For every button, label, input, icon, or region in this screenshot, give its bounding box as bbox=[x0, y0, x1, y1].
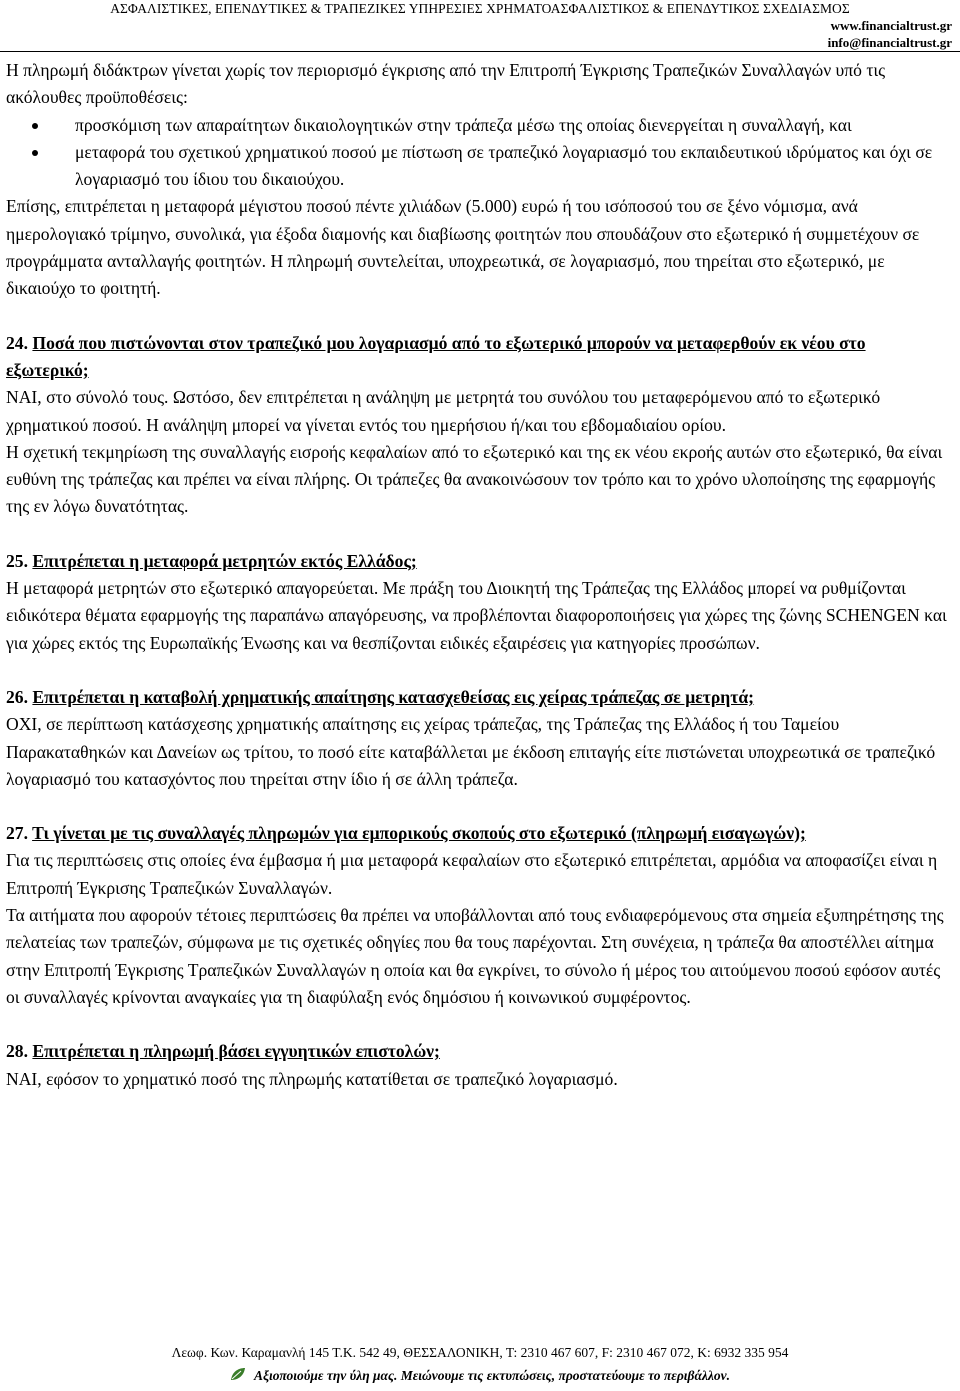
answer-paragraph: Η σχετική τεκμηρίωση της συναλλαγής εισροής κεφαλαίων από το εξωτερικό και της εκ νέου εκροής αυτών στο εξωτερικό, θα είναι ευθύνη της τράπεζας και πρέπει να είναι πλήρης. Οι τράπεζες θα ανακοινώσουν τον τρόπο και το χρόνο υλοποίησης της εφαρμογής της εν λόγω δυνατότητας. bbox=[6, 441, 943, 517]
header-divider bbox=[0, 51, 960, 52]
bullet-icon bbox=[32, 123, 38, 129]
question-heading bbox=[6, 330, 951, 385]
answer-paragraph: ΟΧΙ, σε περίπτωση κατάσχεσης χρηματικής απαίτησης εις χείρας τράπεζας, της Τράπεζας της Ελλάδος ή του Ταμείου Παρακαταθηκών και Δανείων ως τρίτου, το ποσό είτε καταβάλλεται με έκδοση επιταγής είτε πιστώνεται υποχρεωτικά σε τραπεζικό λογαριασμό του κατασχόντος που τηρείται στην ίδιο ή σε άλλη τράπεζα. bbox=[6, 714, 936, 789]
list-item-text: μεταφορά του σχετικού χρηματικού ποσού με πίστωση σε τραπεζικό λογαριασμό του εκπαιδευτικού ιδρύματος και όχι σε λογαριασμό του ίδιου του δικαιούχου. bbox=[75, 141, 933, 190]
question-number: 26. bbox=[6, 686, 28, 707]
header-website-link[interactable]: www.financialtrust.gr bbox=[830, 18, 952, 33]
question-heading bbox=[6, 548, 951, 575]
question-heading bbox=[6, 684, 951, 711]
question-text: Ποσά που πιστώνονται στον τραπεζικό μου λογαριασμό από το εξωτερικό μπορούν να μεταφερθούν εκ νέου στο εξωτερικό; bbox=[6, 332, 866, 380]
question-text: Τι γίνεται με τις συναλλαγές πληρωμών για εμπορικούς σκοπούς στο εξωτερικό (πληρωμή εισαγωγών); bbox=[32, 823, 806, 844]
conditions-list bbox=[6, 112, 951, 194]
bullet-icon bbox=[32, 150, 38, 156]
document-body bbox=[6, 57, 951, 1093]
question-number: 28. bbox=[6, 1041, 28, 1062]
page-footer bbox=[0, 1344, 960, 1386]
question-number: 24. bbox=[6, 332, 28, 353]
list-item-text: προσκόμιση των απαραίτητων δικαιολογητικών στην τράπεζα μέσω της οποίας διενεργείται η συναλλαγή, και bbox=[75, 114, 852, 135]
answer-paragraph: ΝΑΙ, στο σύνολό τους. Ωστόσο, δεν επιτρέπεται η ανάληψη με μετρητά του συνόλου του μεταφερόμενου από το εξωτερικό χρηματικού ποσού. Η ανάληψη μπορεί να γίνεται εντός του ημερήσιου ή/και του εβδομαδιαίου ορίου. bbox=[6, 387, 881, 435]
question-heading bbox=[6, 820, 951, 847]
question-text: Επιτρέπεται η καταβολή χρηματικής απαίτησης κατασχεθείσας εις χείρας τράπεζας σε μετρητά; bbox=[32, 686, 755, 707]
question-number: 25. bbox=[6, 550, 28, 571]
intro-paragraph: Η πληρωμή διδάκτρων γίνεται χωρίς τον περιορισμό έγκρισης από την Επιτροπή Έγκρισης Τραπεζικών Συναλλαγών υπό τις ακόλουθες προϋποθέσεις: bbox=[6, 60, 886, 108]
question-text: Επιτρέπεται η μεταφορά μετρητών εκτός Ελλάδος; bbox=[32, 550, 417, 571]
footer-address: Λεωφ. Κων. Καραμανλή 145 Τ.Κ. 542 49, ΘΕΣΣΑΛΟΝΙΚΗ, Τ: 2310 467 607, F: 2310 467 072, Κ: 6932 335 954 bbox=[171, 1345, 789, 1360]
intro-paragraph-2: Επίσης, επιτρέπεται η μεταφορά μέγιστου ποσού πέντε χιλιάδων (5.000) ευρώ ή του ισόποσού του σε ξένο νόμισμα, ανά ημερολογιακό τρίμηνο, συνολικά, για έξοδα διαμονής και διαβίωσης φοιτητών που σπουδάζουν στο εξωτερικό ή συμμετέχουν σε προγράμματα ανταλλαγής φοιτητών. Η πληρωμή συντελείται, υποχρεωτικά, σε λογαριασμό, που τηρείται στο εξωτερικό, με δικαιούχο το φοιτητή. bbox=[6, 196, 920, 299]
question-number: 27. bbox=[6, 823, 28, 844]
list-item bbox=[6, 112, 951, 139]
answer-paragraph: Τα αιτήματα που αφορούν τέτοιες περιπτώσεις θα πρέπει να υποβάλλονται από τους ενδιαφερόμενους στα σημεία εξυπηρέτησης της πελατείας των τραπεζών, σύμφωνα με τις σχετικές οδηγίες που θα τους παρέχονται. Στη συνέχεια, η τράπεζα θα αποστέλλει αίτημα στην Επιτροπή Έγκρισης Τραπεζικών Συναλλαγών η οποία και θα εγκρίνει, το σύνολο ή μέρος του αιτούμενου ποσού εφόσον αυτές οι συναλλαγές κρίνονται αναγκαίες για τη διαφύλαξη ενός δημόσιου ή κοινωνικού συμφέροντος. bbox=[6, 905, 944, 1007]
question-text: Επιτρέπεται η πληρωμή βάσει εγγυητικών επιστολών; bbox=[32, 1041, 440, 1062]
answer-paragraph: Για τις περιπτώσεις στις οποίες ένα έμβασμα ή μια μεταφορά κεφαλαίων στο εξωτερικό επιτρέπεται, αρμόδια να αποφασίζει είναι η Επιτροπή Έγκρισης Τραπεζικών Συναλλαγών. bbox=[6, 850, 938, 898]
footer-slogan bbox=[0, 1367, 960, 1386]
answer-paragraph: Η μεταφορά μετρητών στο εξωτερικό απαγορεύεται. Με πράξη του Διοικητή της Τράπεζας της Ελλάδος μπορεί να ρυθμίζονται ειδικότερα θέματα εφαρμογής της παραπάνω απαγόρευσης, να προβλέπονται διαφοροποιήσεις για χώρες της ζώνης SCHENGEN και για χώρες εκτός της Ευρωπαϊκής Ένωσης και να θεσπίζονται ειδικές εξαιρέσεις για κατηγορίες προσώπων. bbox=[6, 578, 947, 653]
footer-slogan-text: Αξιοποιούμε την ύλη μας. Μειώνουμε τις εκτυπώσεις, προστατεύουμε το περιβάλλον. bbox=[253, 1368, 731, 1383]
question-heading bbox=[6, 1038, 951, 1065]
list-item bbox=[6, 139, 951, 194]
answer-paragraph: ΝΑΙ, εφόσον το χρηματικό ποσό της πληρωμής κατατίθεται σε τραπεζικό λογαριασμό. bbox=[6, 1068, 618, 1089]
header-banner: ΑΣΦΑΛΙΣΤΙΚΕΣ, ΕΠΕΝΔΥΤΙΚΕΣ & ΤΡΑΠΕΖΙΚΕΣ ΥΠΗΡΕΣΙΕΣ ΧΡΗΜΑΤΟΑΣΦΑΛΙΣΤΙΚΟΣ & ΕΠΕΝΔΥΤΙΚΟΣ ΣΧΕΔΙΑΣΜΟΣ bbox=[110, 1, 850, 16]
leaf-icon bbox=[230, 1367, 246, 1386]
header-email-link[interactable]: info@financialtrust.gr bbox=[827, 35, 952, 50]
